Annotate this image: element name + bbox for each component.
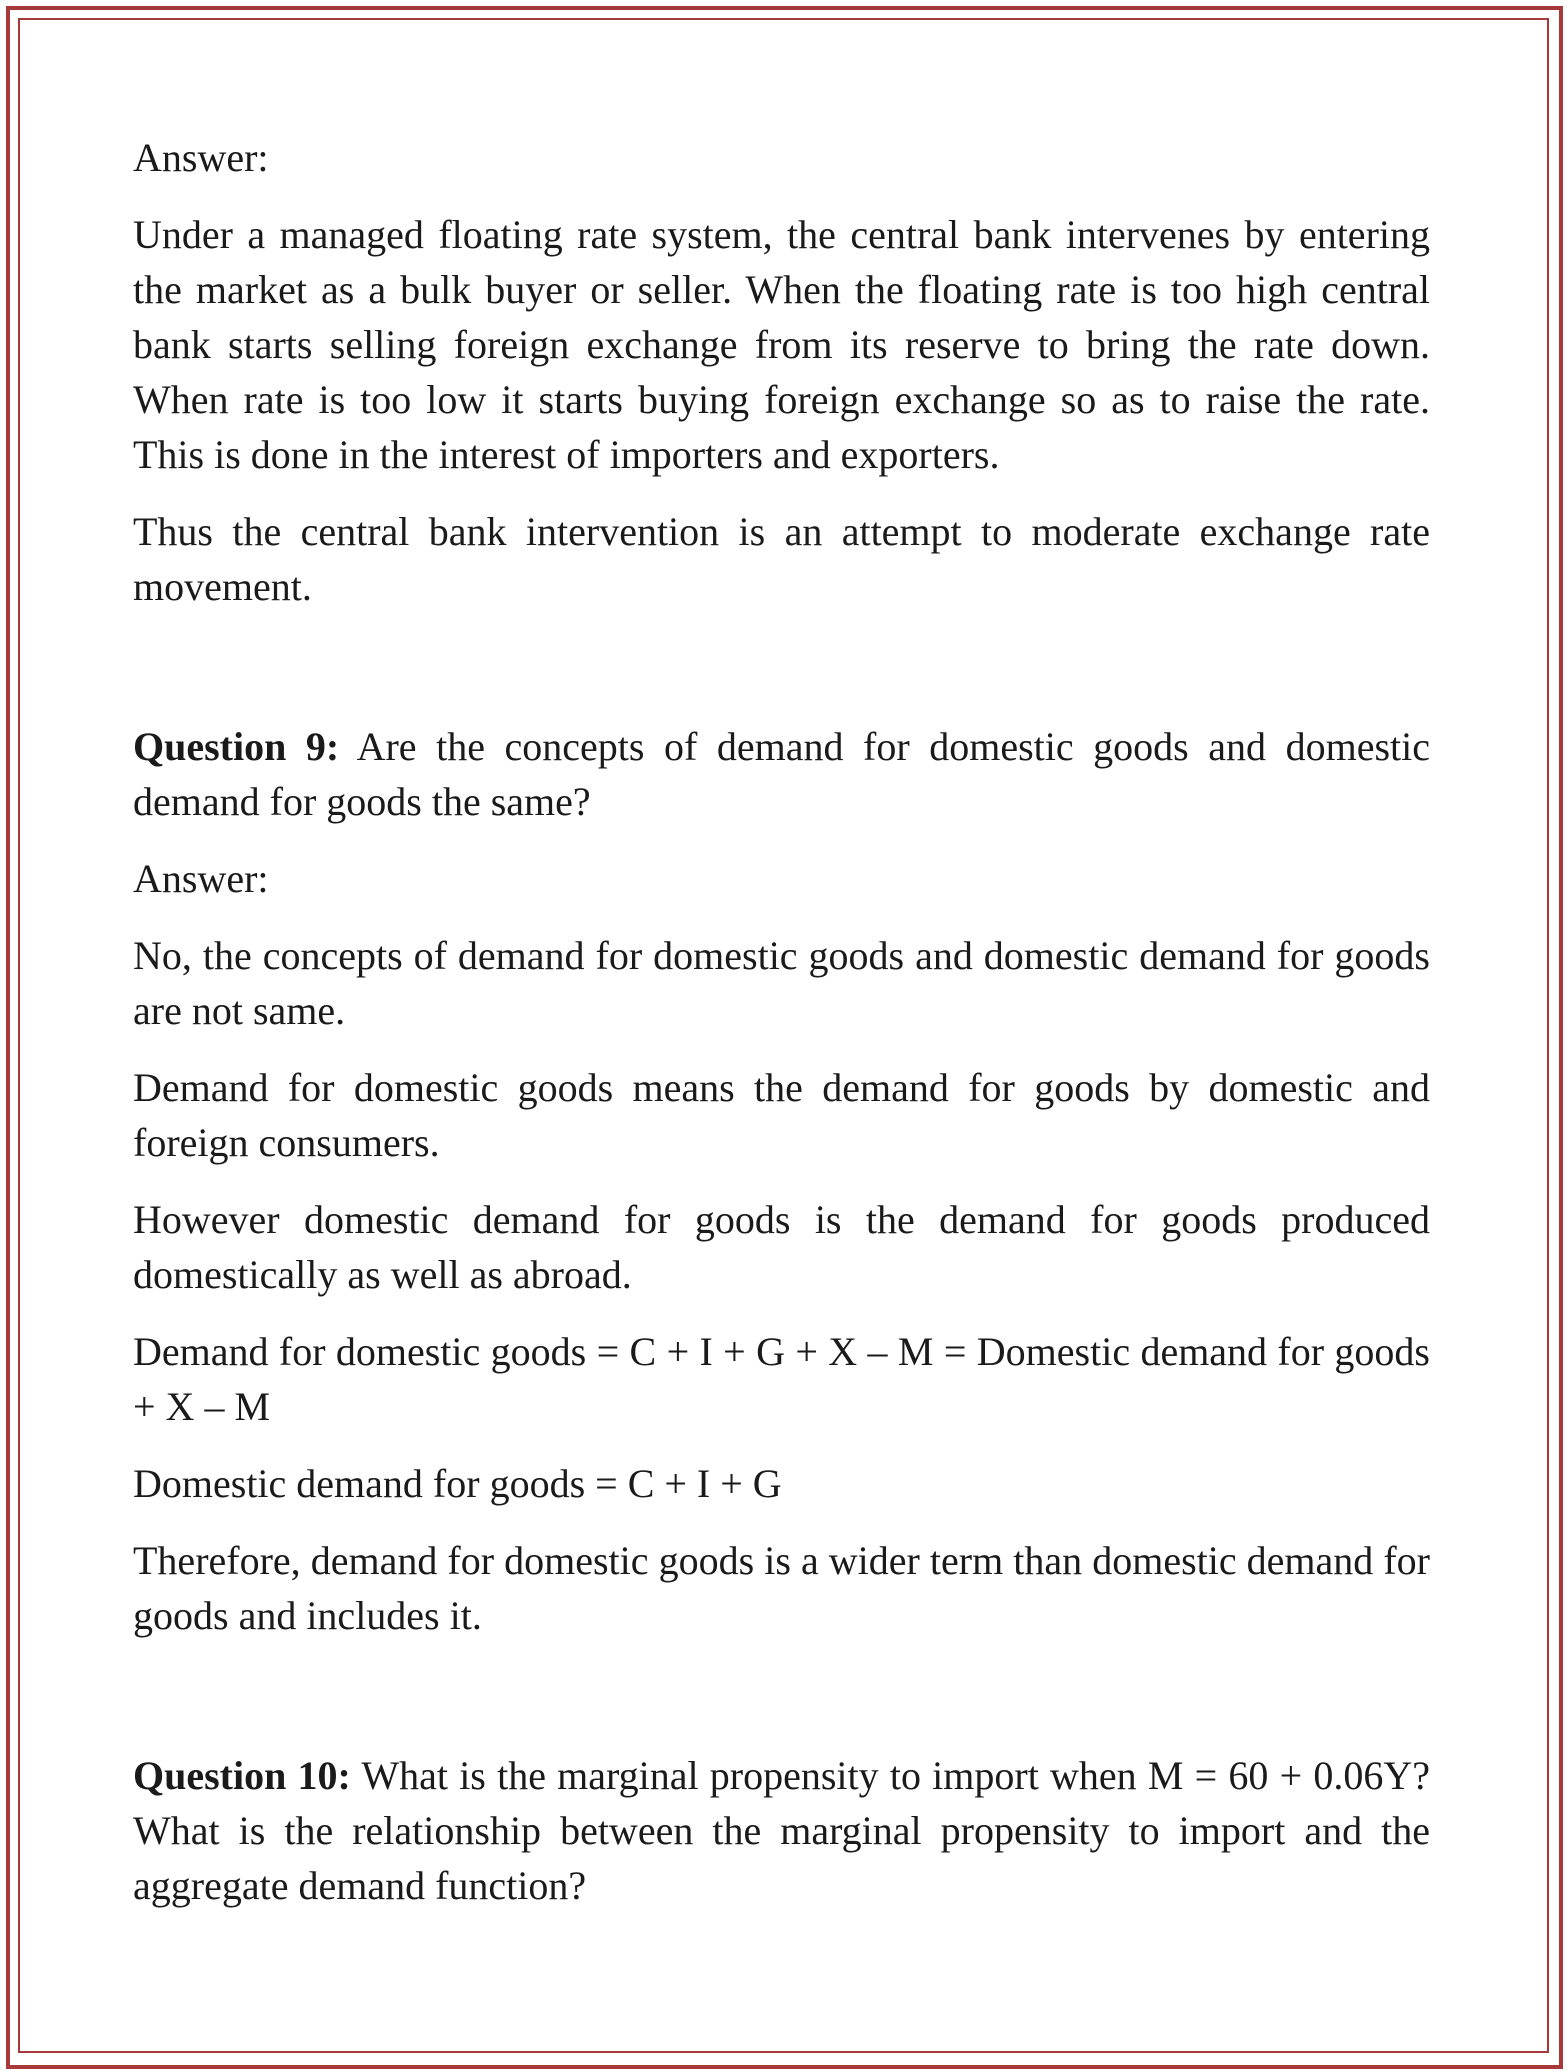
question-9-label: Question 9: bbox=[133, 724, 340, 769]
answer-9-paragraph-3: However domestic demand for goods is the demand for goods produced domestically as well as abroad. bbox=[133, 1197, 1430, 1297]
answer-9-equation-1: Demand for domestic goods = C + I + G + X – M = Domestic demand for goods + X – M bbox=[133, 1329, 1430, 1429]
answer-9-paragraph-1: No, the concepts of demand for domestic goods and domestic demand for goods are not same. bbox=[133, 933, 1430, 1033]
question-10-text: What is the marginal propensity to import when M = 60 + 0.06Y? What is the relationship between the marginal propensity to import and the aggregate demand function? bbox=[133, 1753, 1431, 1908]
question-10 bbox=[133, 1748, 1430, 1913]
question-9 bbox=[133, 719, 1430, 829]
answer-label-9: Answer: bbox=[133, 856, 269, 901]
answer-9-paragraph-2: Demand for domestic goods means the demand for goods by domestic and foreign consumers. bbox=[133, 1065, 1430, 1165]
answer-9-equation-2: Domestic demand for goods = C + I + G bbox=[133, 1461, 782, 1506]
answer-label-8: Answer: bbox=[133, 135, 269, 180]
question-9-text: Are the concepts of demand for domestic goods and domestic demand for goods the same? bbox=[133, 724, 1430, 824]
answer-8-paragraph-1: Under a managed floating rate system, the central bank intervenes by entering the market as a bulk buyer or seller. When the floating rate is too high central bank starts selling foreign exchange from its reserve to bring the rate down. When rate is too low it starts buying foreign exchange so as to raise the rate. This is done in the interest of importers and exporters. bbox=[133, 212, 1430, 477]
question-10-label: Question 10: bbox=[133, 1753, 351, 1798]
answer-9-paragraph-4: Therefore, demand for domestic goods is a wider term than domestic demand for goods and includes it. bbox=[133, 1538, 1430, 1638]
document-body bbox=[133, 130, 1430, 1935]
answer-8-paragraph-2: Thus the central bank intervention is an attempt to moderate exchange rate movement. bbox=[133, 509, 1430, 609]
